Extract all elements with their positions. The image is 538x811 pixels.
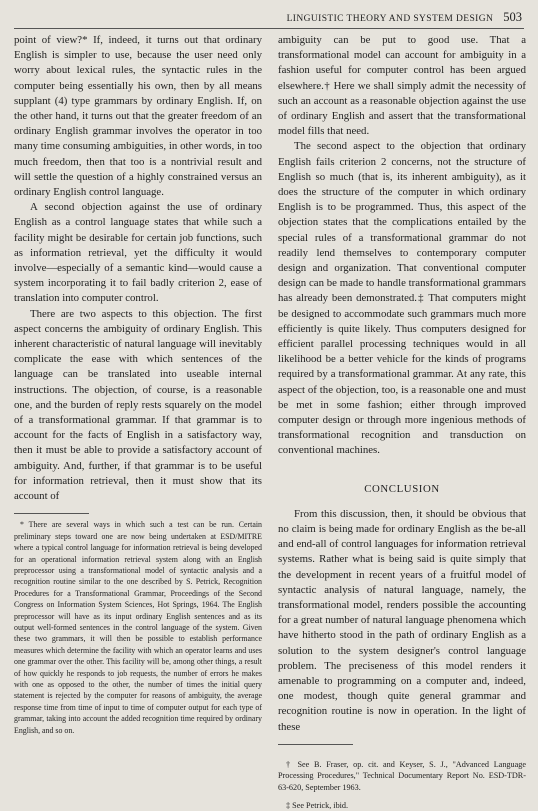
footnote-rule [278, 744, 353, 745]
right-column [278, 33, 526, 811]
footnote-rule [14, 513, 89, 514]
conclusion-paragraph: From this discussion, then, it should be obvious that no claim is being made for ordinary English as the be-all and end-all of control languages for information retrieval systems. Rather what is being said is quite simply that the development in recent years of a fruitful model of syntactic analysis of natural language, namely, the transformational model, renders possible the accounting for a great number of natural language phenomena which have hitherto stood in the path of ordinary English as a solution to the system designer's control language problem. The preciseness of this model renders it amenable to programming on a computer and, indeed, one modest, though quite general grammar and recognition routine is now in operation. In the light of these [278, 507, 526, 733]
footnote-block [278, 759, 526, 811]
section-heading: CONCLUSION [364, 482, 440, 495]
left-paragraph-2: A second objection against the use of ordinary English as a control language states that while such a facility might be desirable for certain job functions, such as information retrieval, yet the difficulty it would involve—especially of a semantic kind—would cause a system incorporating it to fail badly criterion 2, ease of translation into computer control. [14, 201, 262, 305]
running-title: LINGUISTIC THEORY AND SYSTEM DESIGN [286, 14, 494, 24]
footnote-block [14, 519, 262, 736]
left-column [14, 33, 262, 736]
right-paragraph-1: ambiguity can be put to good use. That a transformational model can account for ambiguity in a fashion useful for computer control has been argued elsewhere.† Here we shall simply admit the necessity of such an account as a reasonable objection against the use of ordinary English and assert that the transformational model fills that need. [278, 34, 526, 138]
footnote-dagger: † See B. Fraser, op. cit. and Keyser, S. J., "Advanced Language Processing Procedures," Technical Documentary Report No. ESD-TDR-63-620, September 1963. [278, 759, 526, 792]
left-paragraph-3: There are two aspects to this objection. The first aspect concerns the ambiguity of ordinary English. This inherent characteristic of natural language will inevitably complicate the ease with which sentences of the language can be translated into useable internal instructions. The objection, of course, is a reasonable one, and the burden of reply rests squarely on the model of a transformational grammar. If that grammar is to account for the facts of English in a satisfactory way, then it must be able to provide a satisfactory account of ambiguity. And, further, if that grammar is to be useful for information retrieval, then it must show that its account of [14, 307, 262, 503]
footnote-text: * There are several ways in which such a test can be run. Certain preliminary steps toward one are now being undertaken at ESD/MITRE where a typical control language for information retrieval is being developed for an operational information retrieval system along with an English preprocessor using a transformational model of syntactic analysis and a recognition routine similar to the one described by S. Petrick, Recognition Procedures for a Transformational Grammar, Proceedings of the Second Congress on Information System Sciences, Hot Springs, 1964. The English preprocessor will have as its input ordinary English sentences and as its output well-formed sentences in the control language of the system. Given these two grammars, it will then be possible to establish performance measures which determine the facility with which an operator learns and uses one grammar over the other. This facility will be, among other things, a result of how quickly he responds to job requests, the number of errors he makes with one as opposed to the other, the number of times the initial query statement is rejected by the computer for reasons of ambiguity, the average response time from time of input to time of computer output for each type of grammar, taking into account the added recognition time required by ordinary English, and so on. [14, 520, 262, 735]
right-paragraph-2: The second aspect to the objection that ordinary English fails criterion 2 concerns, not the structure of English so much (that is, its inherent ambiguity), as it does the structure of the computer in which ordinary English is to be programmed. Thus, this aspect of the objection states that the complications entailed by the special rules of a transformational grammar do not readily lend themselves to contemporary computer design and organization. That conventional computer design can be made to handle transformational grammars has already been demonstrated.‡ That computers might be designed to accommodate such grammars much more efficiently is quite likely. Thus computers designed for efficient parallel processing techniques would in all likelihood be a better vehicle for the kinds of programs required by a transformational grammar. At any rate, this aspect of the objection, too, is a reasonable one and must be met in some fashion; either through improved computer design or through more ingenious methods of transformational recognition and transduction on conventional machines. [278, 140, 526, 457]
left-paragraph-1: point of view?* If, indeed, it turns out that ordinary English is simpler to use, because the user need only worry about lexical rules, the syntactic rules in the computer being essentially his own, then by all means supplant (4) type grammars by ordinary English. If, on the other hand, it turns out that the greater freedom of an ordinary English grammar involves the operator in too many time consuming ambiguities, in other words, in too much freedom, then that too is a nontrivial result and will settle the question of a highly constrained versus an ordinary English control language. [14, 34, 262, 199]
running-header [0, 10, 522, 25]
footnote-double-dagger: ‡ See Petrick, ibid. [286, 800, 349, 810]
header-rule [14, 28, 524, 29]
page-number: 503 [503, 10, 522, 24]
